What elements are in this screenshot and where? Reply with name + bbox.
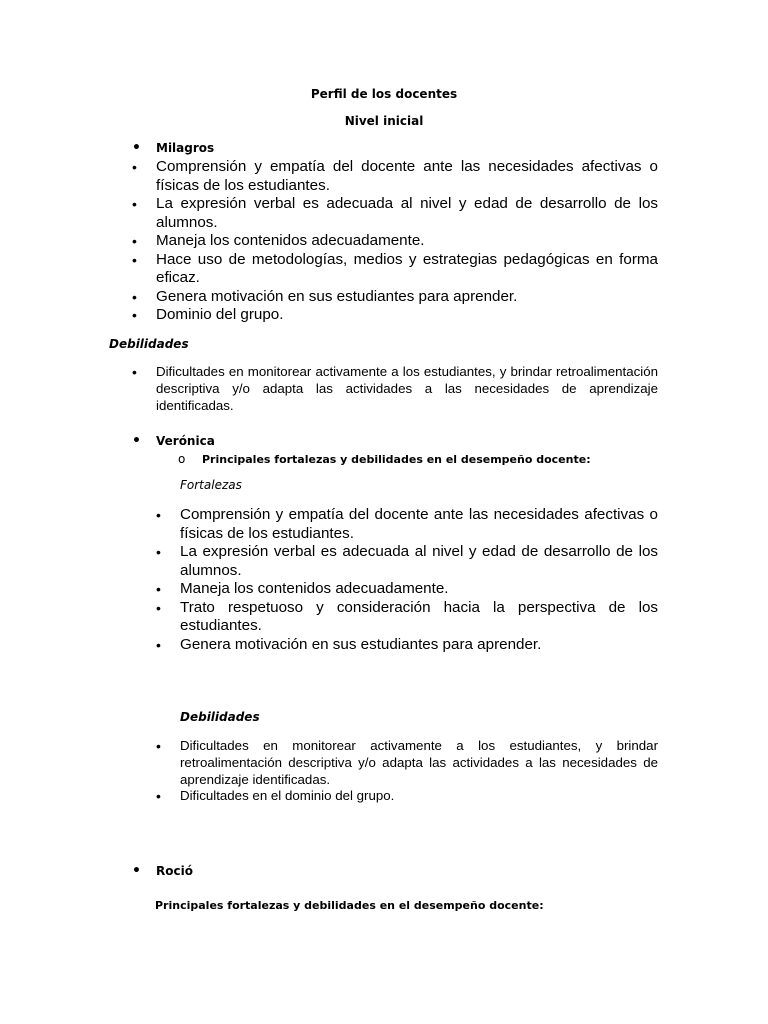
- list-item: • Comprensión y empatía del docente ante las necesidades afectivas o físicas de los estudiantes.: [156, 506, 658, 542]
- teacher-name-milagros: • Milagros: [132, 140, 215, 156]
- teacher-list-rocio: [131, 862, 631, 880]
- teacher-list-veronica: [131, 432, 631, 450]
- veronica-weaknesses-heading: Debilidades: [180, 710, 260, 724]
- list-item: • Comprensión y empatía del docente ante las necesidades afectivas o físicas de los estudiantes.: [132, 158, 658, 194]
- list-item: • Hace uso de metodologías, medios y estrategias pedagógicas en forma eficaz.: [132, 250, 658, 286]
- milagros-weaknesses-list: [131, 364, 658, 414]
- list-item: • Dificultades en monitorear activamente a los estudiantes, y brindar retroalimentación descriptiva y/o adapta las actividades a las necesidades de aprendizaje identificadas.: [132, 364, 658, 413]
- milagros-strengths-list: [131, 158, 658, 325]
- document-title: Perfil de los docentes: [310, 87, 458, 101]
- list-item: • Dominio del grupo.: [132, 306, 284, 323]
- teacher-name-veronica: • Verónica: [132, 433, 215, 449]
- rocio-subheading: Principales fortalezas y debilidades en el desempeño docente:: [155, 899, 544, 912]
- list-item: • Maneja los contenidos adecuadamente.: [132, 232, 425, 249]
- veronica-weaknesses-list: [155, 738, 658, 805]
- list-item: • Dificultades en monitorear activamente a los estudiantes, y brindar retroalimentación descriptiva y/o adapta las actividades a las necesidades de aprendizaje identificadas.: [156, 738, 658, 787]
- teacher-list-milagros: [131, 139, 631, 157]
- circle-bullet-icon: o: [178, 452, 186, 466]
- list-item: • La expresión verbal es adecuada al nivel y edad de desarrollo de los alumnos.: [132, 195, 658, 231]
- veronica-subheading: o Principales fortalezas y debilidades en el desempeño docente:: [178, 452, 591, 466]
- list-item: • La expresión verbal es adecuada al nivel y edad de desarrollo de los alumnos.: [156, 543, 658, 579]
- teacher-name-rocio: • Roció: [132, 863, 193, 879]
- list-item: • Trato respetuoso y consideración hacia la perspectiva de los estudiantes.: [156, 598, 658, 634]
- veronica-strengths-list: [155, 506, 658, 654]
- list-item: • Dificultades en el dominio del grupo.: [156, 788, 395, 805]
- list-item: • Genera motivación en sus estudiantes para aprender.: [156, 635, 542, 653]
- list-item: • Maneja los contenidos adecuadamente.: [156, 580, 449, 597]
- veronica-strengths-heading: Fortalezas: [180, 478, 242, 492]
- list-item: • Genera motivación en sus estudiantes para aprender.: [132, 287, 518, 305]
- milagros-weaknesses-heading: Debilidades: [109, 337, 189, 351]
- document-subtitle: Nivel inicial: [344, 114, 424, 128]
